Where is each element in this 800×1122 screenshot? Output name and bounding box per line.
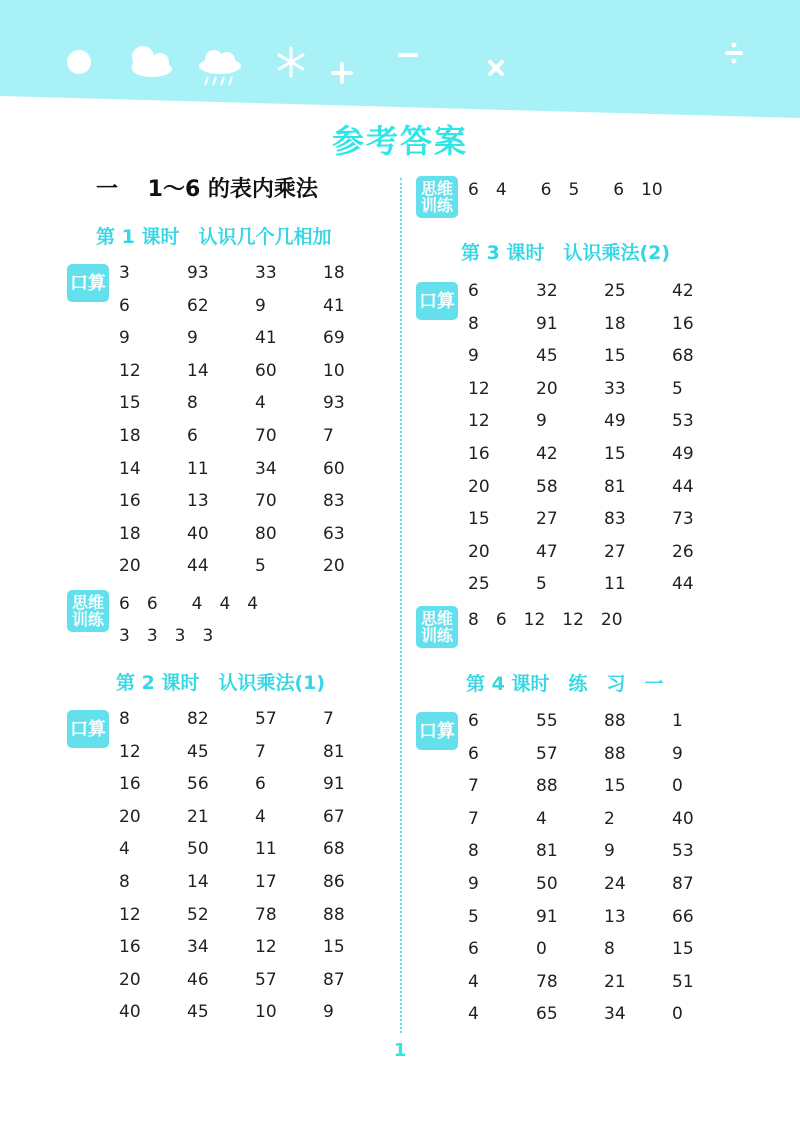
answer-cell: 60 [255,360,277,381]
answer-cell: 12 [468,378,490,399]
carryover-thinking-row: 6 4 6 5 6 10 [468,180,663,200]
answer-cell: 7 [255,741,266,762]
answer-cell: 12 [119,904,141,925]
answer-cell: 21 [187,806,209,827]
answer-cell: 18 [119,523,141,544]
answer-cell: 88 [604,711,626,731]
answer-cell: 83 [323,491,345,512]
answer-cell: 81 [604,476,626,497]
answer-cell: 14 [187,360,209,381]
answer-cell: 14 [119,458,141,479]
answer-cell: 91 [323,774,345,795]
answer-cell: 5 [468,906,479,927]
answer-cell: 41 [323,295,345,316]
answer-cell: 7 [323,709,334,729]
oral-badge: 口算 [67,264,109,302]
answer-cell: 20 [119,806,141,827]
answer-cell: 33 [604,378,626,399]
answer-cell: 8 [119,709,130,729]
answer-cell: 50 [187,839,209,860]
answer-cell: 87 [672,874,694,894]
answer-cell: 0 [672,776,683,797]
answer-cell: 5 [255,556,266,577]
answer-cell: 13 [604,906,626,927]
answer-cell: 12 [119,741,141,762]
header-banner [0,0,800,125]
answer-cell: 10 [323,360,345,381]
answer-cell: 15 [604,776,626,797]
answer-cell: 25 [604,281,626,301]
answer-cell: 9 [468,346,479,367]
answer-cell: 20 [323,556,345,577]
answer-cell: 0 [536,939,547,960]
lesson1-thinking-row: 3 3 3 3 [119,626,214,646]
answer-cell: 15 [672,939,694,960]
answer-cell: 13 [187,491,209,512]
answer-cell: 26 [672,541,694,562]
answer-cell: 9 [323,1002,334,1023]
answer-cell: 4 [255,393,266,414]
answer-cell: 47 [536,541,558,562]
answer-cell: 6 [468,939,479,960]
answer-cell: 6 [468,743,479,764]
answer-cell: 88 [604,743,626,764]
answer-cell: 24 [604,874,626,894]
answer-cell: 50 [536,874,558,894]
answer-cell: 40 [119,1002,141,1023]
answer-cell: 87 [323,969,345,990]
answer-cell: 20 [468,541,490,562]
answer-cell: 16 [672,313,694,334]
answer-cell: 53 [672,411,694,432]
column-divider [400,178,402,1033]
answer-cell: 9 [604,841,615,862]
answer-cell: 44 [672,476,694,497]
answer-cell: 12 [468,411,490,432]
lesson1-title: 第 1 课时 认识几个几相加 [96,226,332,248]
answer-cell: 91 [536,906,558,927]
answer-cell: 69 [323,328,345,349]
answer-cell: 6 [119,295,130,316]
answer-cell: 42 [536,444,558,464]
answer-cell: 16 [468,444,490,464]
answer-cell: 60 [323,458,345,479]
answer-cell: 14 [187,872,209,892]
answer-cell: 41 [255,328,277,349]
answer-cell: 82 [187,709,209,729]
answer-cell: 20 [119,556,141,577]
answer-cell: 9 [536,411,547,432]
answer-cell: 6 [187,426,198,446]
oral-badge: 口算 [67,710,109,748]
answer-cell: 4 [255,806,266,827]
answer-cell: 11 [187,458,209,479]
answer-cell: 8 [119,872,130,892]
lesson2-title: 第 2 课时 认识乘法(1) [116,672,326,694]
chapter-title: 一 1～6 的表内乘法 [96,177,318,202]
oral-badge: 口算 [416,282,458,320]
answer-cell: 15 [604,444,626,464]
answer-cell: 7 [468,808,479,829]
answer-cell: 45 [536,346,558,367]
answer-cell: 44 [672,574,694,595]
answer-cell: 15 [468,509,490,530]
answer-cell: 2 [604,808,615,829]
answer-cell: 20 [468,476,490,497]
answer-cell: 40 [672,808,694,829]
answer-cell: 33 [255,263,277,283]
answer-cell: 32 [536,281,558,301]
answer-cell: 5 [536,574,547,595]
answer-cell: 86 [323,872,345,892]
answer-cell: 20 [119,969,141,990]
answer-cell: 67 [323,806,345,827]
answer-cell: 78 [255,904,277,925]
answer-cell: 7 [468,776,479,797]
answer-cell: 63 [323,523,345,544]
answer-cell: 7 [323,426,334,446]
answer-cell: 18 [604,313,626,334]
answer-cell: 57 [255,709,277,729]
answer-cell: 34 [255,458,277,479]
answer-cell: 4 [468,1004,479,1025]
answer-cell: 6 [468,281,479,301]
answer-cell: 40 [187,523,209,544]
answer-cell: 0 [672,1004,683,1025]
answer-cell: 8 [604,939,615,960]
answer-cell: 8 [468,841,479,862]
answer-cell: 49 [672,444,694,464]
answer-cell: 73 [672,509,694,530]
answer-cell: 88 [536,776,558,797]
answer-cell: 52 [187,904,209,925]
answer-cell: 4 [536,808,547,829]
answer-cell: 68 [672,346,694,367]
answer-cell: 10 [255,1002,277,1023]
answer-cell: 25 [468,574,490,595]
answer-cell: 93 [187,263,209,283]
answer-cell: 21 [604,971,626,992]
answer-cell: 34 [604,1004,626,1025]
answer-cell: 8 [187,393,198,414]
thinking-badge [67,590,109,632]
answer-cell: 81 [536,841,558,862]
answer-cell: 18 [323,263,345,283]
answer-cell: 9 [187,328,198,349]
answer-cell: 4 [119,839,130,860]
answer-cell: 16 [119,937,141,958]
thinking-badge-line2: 训练 [420,196,453,215]
lesson1-thinking-row: 6 6 4 4 4 [119,594,259,614]
thinking-badge-line1: 思维 [71,593,104,612]
answer-cell: 57 [255,969,277,990]
answer-cell: 27 [604,541,626,562]
answer-cell: 11 [604,574,626,595]
answer-cell: 18 [119,426,141,446]
answer-cell: 78 [536,971,558,992]
thinking-badge-line1: 思维 [420,179,453,198]
answer-cell: 15 [119,393,141,414]
answer-cell: 66 [672,906,694,927]
answer-cell: 81 [323,741,345,762]
answer-cell: 9 [255,295,266,316]
answer-cell: 57 [536,743,558,764]
answer-cell: 45 [187,741,209,762]
answer-cell: 53 [672,841,694,862]
lesson3-title: 第 3 课时 认识乘法(2) [461,242,671,264]
answer-cell: 17 [255,872,277,892]
lesson3-thinking-row: 8 6 12 12 20 [468,610,623,630]
answer-cell: 46 [187,969,209,990]
answer-cell: 70 [255,426,277,446]
thinking-badge [416,606,458,648]
answer-cell: 93 [323,393,345,414]
answer-cell: 42 [672,281,694,301]
thinking-badge [416,176,458,218]
lesson4-title: 第 4 课时 练 习 一 [466,673,664,695]
thinking-badge-line2: 训练 [71,610,104,629]
answer-cell: 6 [255,774,266,795]
answer-cell: 15 [323,937,345,958]
answer-cell: 55 [536,711,558,731]
answer-cell: 91 [536,313,558,334]
answer-cell: 11 [255,839,277,860]
answer-cell: 68 [323,839,345,860]
oral-badge: 口算 [416,712,458,750]
answer-cell: 9 [119,328,130,349]
answer-cell: 1 [672,711,683,731]
answer-cell: 62 [187,295,209,316]
answer-cell: 3 [119,263,130,283]
answer-cell: 65 [536,1004,558,1025]
answer-cell: 49 [604,411,626,432]
answer-cell: 51 [672,971,694,992]
answer-cell: 70 [255,491,277,512]
answer-cell: 9 [468,874,479,894]
answer-cell: 12 [255,937,277,958]
answer-cell: 83 [604,509,626,530]
answer-cell: 16 [119,774,141,795]
sun-icon [67,50,91,74]
answer-cell: 88 [323,904,345,925]
thinking-badge-line1: 思维 [420,609,453,628]
answer-cell: 16 [119,491,141,512]
answer-cell: 5 [672,378,683,399]
answer-cell: 4 [468,971,479,992]
answer-cell: 56 [187,774,209,795]
answer-cell: 58 [536,476,558,497]
answer-cell: 45 [187,1002,209,1023]
answer-cell: 20 [536,378,558,399]
answer-cell: 9 [672,743,683,764]
answer-cell: 44 [187,556,209,577]
answer-cell: 6 [468,711,479,731]
answer-cell: 34 [187,937,209,958]
answer-cell: 80 [255,523,277,544]
answer-cell: 15 [604,346,626,367]
answer-cell: 27 [536,509,558,530]
thinking-badge-line2: 训练 [420,626,453,645]
page-number: 1 [393,1040,407,1061]
answer-cell: 8 [468,313,479,334]
answer-cell: 12 [119,360,141,381]
page-title: 参考答案 [331,122,468,160]
